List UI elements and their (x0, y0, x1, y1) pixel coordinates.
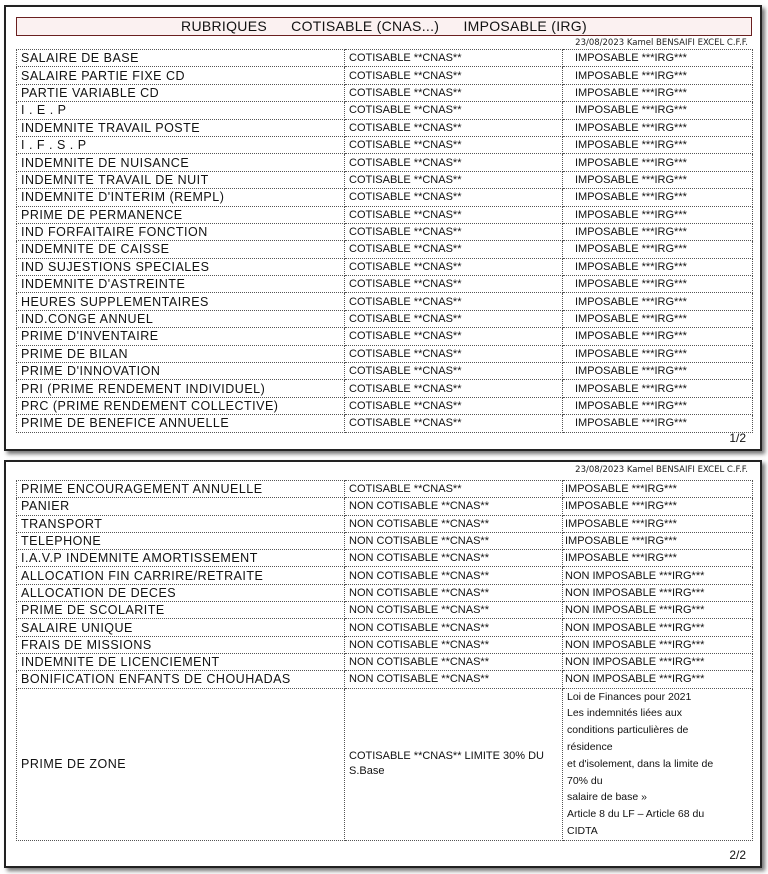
table-row (17, 345, 753, 362)
note-line: Les indemnités liées aux (567, 707, 682, 720)
table-row (17, 415, 753, 432)
rubrique-name: PRI (PRIME RENDEMENT INDIVIDUEL) (17, 380, 345, 397)
table-row (17, 498, 753, 515)
cotisable-cell: NON COTISABLE **CNAS** (345, 636, 563, 653)
cotisable-cell: COTISABLE **CNAS** (345, 397, 563, 414)
rubrique-name: TELEPHONE (17, 532, 345, 549)
table-row (17, 50, 753, 67)
imposable-cell: IMPOSABLE ***IRG*** (563, 515, 753, 532)
table-row (17, 515, 753, 532)
rubrique-name: PRIME DE SCOLARITE (17, 602, 345, 619)
table-row (17, 328, 753, 345)
rubrique-name: INDEMNITE DE LICENCIEMENT (17, 653, 345, 670)
cotisable-cell: NON COTISABLE **CNAS** (345, 498, 563, 515)
table-row (17, 67, 753, 84)
cotisable-cell: NON COTISABLE **CNAS** (345, 550, 563, 567)
rubrique-name: PRC (PRIME RENDEMENT COLLECTIVE) (17, 397, 345, 414)
table-row (17, 258, 753, 275)
cotisable-cell: NON COTISABLE **CNAS** (345, 567, 563, 584)
table-header (16, 17, 752, 36)
imposable-cell: IMPOSABLE ***IRG*** (563, 532, 753, 549)
rubrique-name: PRIME DE PERMANENCE (17, 206, 345, 223)
cotisable-cell: COTISABLE **CNAS** (345, 84, 563, 101)
cotisable-cell: NON COTISABLE **CNAS** (345, 653, 563, 670)
rubrique-name: I.A.V.P INDEMNITE AMORTISSEMENT (17, 550, 345, 567)
note-line: salaire de base » (567, 791, 647, 804)
table-row (17, 241, 753, 258)
table-row (17, 363, 753, 380)
rubrique-name: PANIER (17, 498, 345, 515)
imposable-cell: NON IMPOSABLE ***IRG*** (563, 671, 753, 688)
rubrique-name: ALLOCATION DE DECES (17, 584, 345, 601)
table-row (17, 584, 753, 601)
table-row (17, 154, 753, 171)
imposable-cell: IMPOSABLE ***IRG*** (563, 119, 753, 136)
rubrique-name: INDEMNITE DE CAISSE (17, 241, 345, 258)
author-stamp: 23/08/2023 Kamel BENSAIFI EXCEL C.F.F. (575, 465, 748, 475)
imposable-cell: IMPOSABLE ***IRG*** (563, 498, 753, 515)
imposable-cell: IMPOSABLE ***IRG*** (563, 258, 753, 275)
imposable-cell: NON IMPOSABLE ***IRG*** (563, 653, 753, 670)
imposable-cell: IMPOSABLE ***IRG*** (563, 380, 753, 397)
rubrique-name: I . E . P (17, 102, 345, 119)
imposable-cell: IMPOSABLE ***IRG*** (563, 154, 753, 171)
table-row (17, 276, 753, 293)
imposable-cell: IMPOSABLE ***IRG*** (563, 397, 753, 414)
imposable-cell: IMPOSABLE ***IRG*** (563, 67, 753, 84)
rubrique-name: PRIME ENCOURAGEMENT ANNUELLE (17, 481, 345, 498)
rubrique-name: PRIME DE ZONE (17, 688, 345, 840)
legal-note-cell (563, 688, 753, 840)
rubrique-name: IND FORFAITAIRE FONCTION (17, 223, 345, 240)
rubrique-name: SALAIRE DE BASE (17, 50, 345, 67)
rubrique-name: INDEMNITE D'INTERIM (REMPL) (17, 189, 345, 206)
rubrique-name: INDEMNITE TRAVAIL POSTE (17, 119, 345, 136)
imposable-cell: IMPOSABLE ***IRG*** (563, 363, 753, 380)
imposable-cell: IMPOSABLE ***IRG*** (563, 415, 753, 432)
cotisable-cell: NON COTISABLE **CNAS** (345, 671, 563, 688)
imposable-cell: IMPOSABLE ***IRG*** (563, 276, 753, 293)
imposable-cell: IMPOSABLE ***IRG*** (563, 293, 753, 310)
imposable-cell: NON IMPOSABLE ***IRG*** (563, 584, 753, 601)
table-row (17, 671, 753, 688)
cotisable-cell: COTISABLE **CNAS** (345, 136, 563, 153)
rubrique-name: INDEMNITE TRAVAIL DE NUIT (17, 171, 345, 188)
cotisable-cell: COTISABLE **CNAS** (345, 206, 563, 223)
imposable-cell: IMPOSABLE ***IRG*** (563, 345, 753, 362)
table-row (17, 189, 753, 206)
imposable-cell: IMPOSABLE ***IRG*** (563, 189, 753, 206)
table-row (17, 688, 753, 840)
header-cotisable: COTISABLE (CNAS...) (291, 18, 440, 34)
header-imposable: IMPOSABLE (IRG) (463, 18, 587, 34)
table-row (17, 171, 753, 188)
rubrique-name: PRIME DE BILAN (17, 345, 345, 362)
rubrique-name: BONIFICATION ENFANTS DE CHOUHADAS (17, 671, 345, 688)
table-row (17, 567, 753, 584)
cotisable-cell: NON COTISABLE **CNAS** (345, 532, 563, 549)
table-row (17, 397, 753, 414)
rubrique-name: PRIME D'INVENTAIRE (17, 328, 345, 345)
cotisable-cell: NON COTISABLE **CNAS** (345, 619, 563, 636)
imposable-cell: IMPOSABLE ***IRG*** (563, 328, 753, 345)
imposable-cell: IMPOSABLE ***IRG*** (563, 241, 753, 258)
imposable-cell: IMPOSABLE ***IRG*** (563, 171, 753, 188)
rubrique-name: PARTIE VARIABLE CD (17, 84, 345, 101)
rubriques-table-1 (16, 49, 753, 433)
cotisable-cell: COTISABLE **CNAS** (345, 119, 563, 136)
imposable-cell: IMPOSABLE ***IRG*** (563, 136, 753, 153)
cotisable-cell: COTISABLE **CNAS** (345, 50, 563, 67)
cotisable-cell: NON COTISABLE **CNAS** (345, 584, 563, 601)
cotisable-cell: COTISABLE **CNAS** LIMITE 30% DU S.Base (345, 688, 563, 840)
table-row (17, 102, 753, 119)
table-row (17, 619, 753, 636)
cotisable-cell: NON COTISABLE **CNAS** (345, 515, 563, 532)
page-number: 1/2 (729, 431, 746, 445)
note-line: CIDTA (567, 824, 598, 837)
table-row (17, 119, 753, 136)
cotisable-cell: COTISABLE **CNAS** (345, 293, 563, 310)
cotisable-cell: COTISABLE **CNAS** (345, 241, 563, 258)
rubriques-table-2 (16, 480, 753, 841)
rubrique-name: SALAIRE PARTIE FIXE CD (17, 67, 345, 84)
table-row (17, 481, 753, 498)
cotisable-cell: COTISABLE **CNAS** (345, 328, 563, 345)
table-row (17, 550, 753, 567)
table-row (17, 532, 753, 549)
note-line: résidence (567, 740, 613, 753)
cotisable-cell: NON COTISABLE **CNAS** (345, 602, 563, 619)
rubrique-name: ALLOCATION FIN CARRIRE/RETRAITE (17, 567, 345, 584)
cotisable-cell: COTISABLE **CNAS** (345, 67, 563, 84)
imposable-cell: IMPOSABLE ***IRG*** (563, 84, 753, 101)
cotisable-cell: COTISABLE **CNAS** (345, 310, 563, 327)
note-line: 70% du (567, 774, 603, 787)
imposable-cell: IMPOSABLE ***IRG*** (563, 550, 753, 567)
rubrique-name: PRIME D'INNOVATION (17, 363, 345, 380)
table-row (17, 223, 753, 240)
cotisable-cell: COTISABLE **CNAS** (345, 276, 563, 293)
imposable-cell: IMPOSABLE ***IRG*** (563, 206, 753, 223)
header-rubriques: RUBRIQUES (181, 18, 267, 34)
table-row (17, 293, 753, 310)
imposable-cell: IMPOSABLE ***IRG*** (563, 102, 753, 119)
cotisable-cell: COTISABLE **CNAS** (345, 154, 563, 171)
cotisable-cell: COTISABLE **CNAS** (345, 171, 563, 188)
note-line: conditions particulières de (567, 724, 689, 737)
imposable-cell: IMPOSABLE ***IRG*** (563, 481, 753, 498)
cotisable-cell: COTISABLE **CNAS** (345, 102, 563, 119)
cotisable-cell: COTISABLE **CNAS** (345, 363, 563, 380)
rubrique-name: IND.CONGE ANNUEL (17, 310, 345, 327)
rubrique-name: HEURES SUPPLEMENTAIRES (17, 293, 345, 310)
table-row (17, 602, 753, 619)
cotisable-cell: COTISABLE **CNAS** (345, 258, 563, 275)
note-line: et d'isolement, dans la limite de (567, 757, 714, 770)
rubrique-name: INDEMNITE DE NUISANCE (17, 154, 345, 171)
imposable-cell: IMPOSABLE ***IRG*** (563, 50, 753, 67)
imposable-cell: NON IMPOSABLE ***IRG*** (563, 567, 753, 584)
rubrique-name: FRAIS DE MISSIONS (17, 636, 345, 653)
cotisable-cell: COTISABLE **CNAS** (345, 345, 563, 362)
page-number: 2/2 (729, 848, 746, 862)
table-row (17, 653, 753, 670)
imposable-cell: IMPOSABLE ***IRG*** (563, 223, 753, 240)
author-stamp: 23/08/2023 Kamel BENSAIFI EXCEL C.F.F. (575, 38, 748, 48)
page-2 (4, 460, 762, 868)
note-line: Article 8 du LF – Article 68 du (567, 808, 705, 821)
imposable-cell: IMPOSABLE ***IRG*** (563, 310, 753, 327)
table-row (17, 206, 753, 223)
note-line: Loi de Finances pour 2021 (567, 690, 692, 703)
rubrique-name: I . F . S . P (17, 136, 345, 153)
table-row (17, 380, 753, 397)
page-1 (4, 5, 762, 451)
rubrique-name: PRIME DE BENEFICE ANNUELLE (17, 415, 345, 432)
imposable-cell: NON IMPOSABLE ***IRG*** (563, 636, 753, 653)
table-row (17, 84, 753, 101)
cotisable-cell: COTISABLE **CNAS** (345, 189, 563, 206)
imposable-cell: NON IMPOSABLE ***IRG*** (563, 619, 753, 636)
rubrique-name: IND SUJESTIONS SPECIALES (17, 258, 345, 275)
table-row (17, 636, 753, 653)
rubrique-name: INDEMNITE D'ASTREINTE (17, 276, 345, 293)
cotisable-cell: COTISABLE **CNAS** (345, 481, 563, 498)
rubrique-name: TRANSPORT (17, 515, 345, 532)
table-row (17, 136, 753, 153)
cotisable-cell: COTISABLE **CNAS** (345, 223, 563, 240)
cotisable-cell: COTISABLE **CNAS** (345, 380, 563, 397)
imposable-cell: NON IMPOSABLE ***IRG*** (563, 602, 753, 619)
table-row (17, 310, 753, 327)
cotisable-cell: COTISABLE **CNAS** (345, 415, 563, 432)
rubrique-name: SALAIRE UNIQUE (17, 619, 345, 636)
